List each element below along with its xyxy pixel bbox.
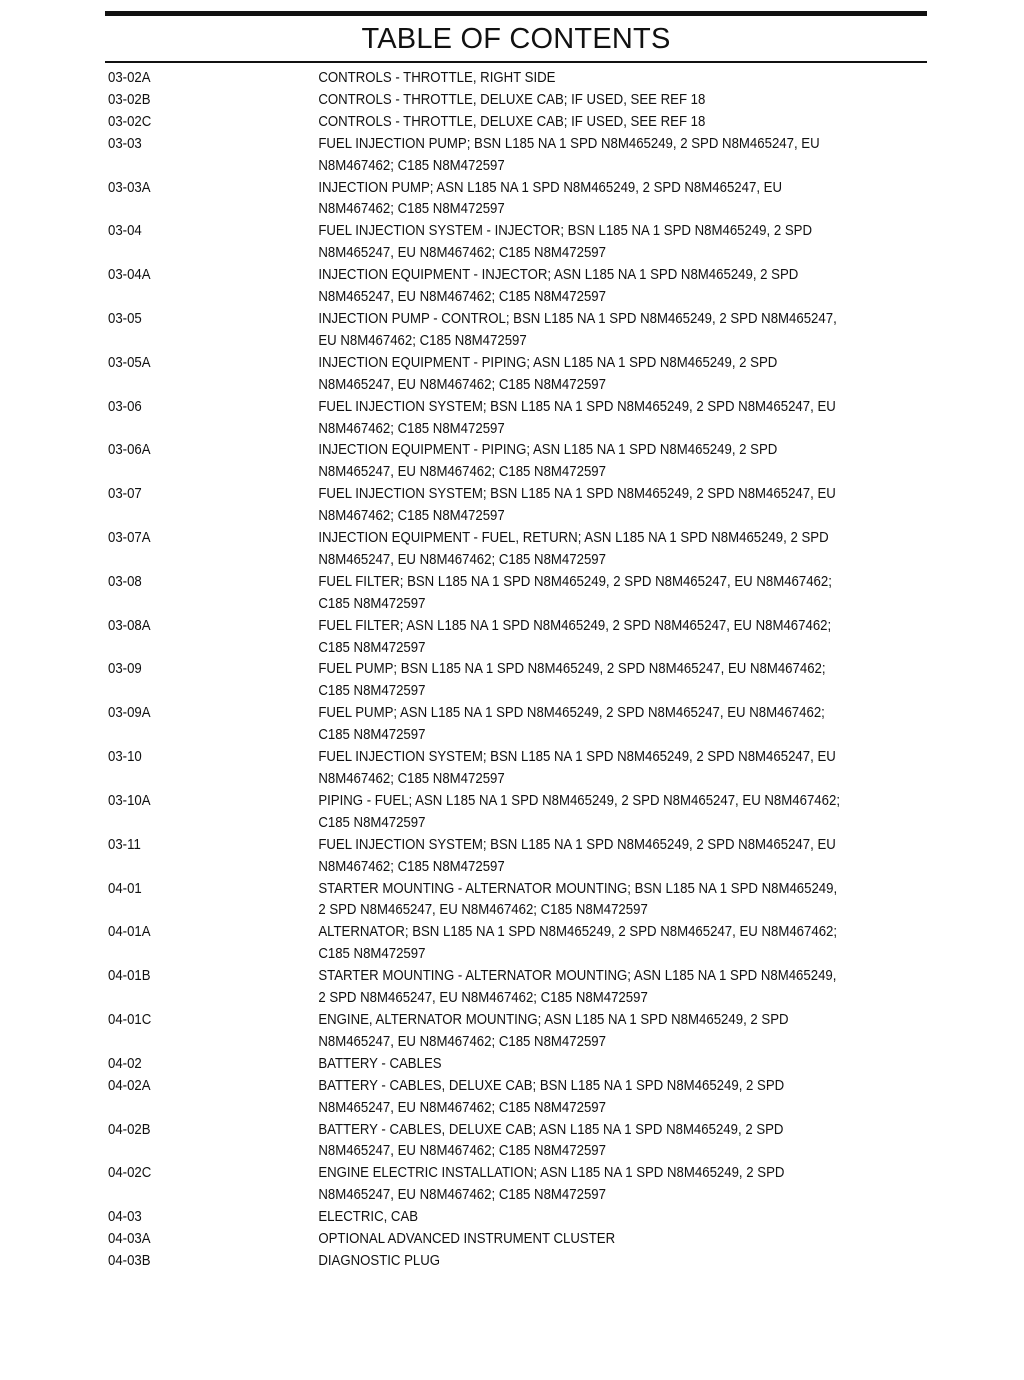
- toc-entry-description: INJECTION PUMP; ASN L185 NA 1 SPD N8M465249, 2 SPD N8M465247, EU N8M467462; C185 N8M472597: [318, 178, 782, 218]
- toc-entry-description: FUEL INJECTION SYSTEM; BSN L185 NA 1 SPD N8M465249, 2 SPD N8M465247, EU N8M467462; C185 N8M472597: [318, 748, 836, 787]
- toc-entry-description: FUEL INJECTION SYSTEM - INJECTOR; BSN L185 NA 1 SPD N8M465249, 2 SPD N8M465247, EU N8M467462; C185 N8M472597: [318, 222, 813, 262]
- toc-entry-description: FUEL FILTER; ASN L185 NA 1 SPD N8M465249, 2 SPD N8M465247, EU N8M467462; C185 N8M472597: [318, 616, 832, 656]
- toc-entry-code: 03-05A: [108, 353, 151, 371]
- toc-entry-description: DIAGNOSTIC PLUG: [318, 1251, 441, 1269]
- toc-entry-code: 04-02A: [108, 1076, 151, 1094]
- toc-entry[interactable]: [108, 308, 912, 352]
- toc-list: [108, 67, 924, 1272]
- toc-entry-description: STARTER MOUNTING - ALTERNATOR MOUNTING; ASN L185 NA 1 SPD N8M465249, 2 SPD N8M465247, EU N8M467462; C185 N8M472597: [318, 967, 837, 1007]
- toc-entry[interactable]: [108, 220, 912, 264]
- toc-entry-description: FUEL FILTER; BSN L185 NA 1 SPD N8M465249, 2 SPD N8M465247, EU N8M467462; C185 N8M472597: [318, 572, 832, 612]
- toc-entry[interactable]: [108, 921, 912, 965]
- toc-entry-description: PIPING - FUEL; ASN L185 NA 1 SPD N8M465249, 2 SPD N8M465247, EU N8M467462; C185 N8M472597: [318, 791, 840, 831]
- toc-entry[interactable]: [108, 1053, 912, 1075]
- toc-entry-description: INJECTION EQUIPMENT - PIPING; ASN L185 NA 1 SPD N8M465249, 2 SPD N8M465247, EU N8M467462; C185 N8M472597: [318, 353, 778, 393]
- toc-entry[interactable]: [108, 396, 912, 440]
- toc-entry-code: 04-03A: [108, 1230, 151, 1248]
- toc-entry-code: 03-02A: [108, 69, 151, 86]
- toc-entry-description: FUEL PUMP; ASN L185 NA 1 SPD N8M465249, 2 SPD N8M465247, EU N8M467462; C185 N8M472597: [318, 704, 825, 744]
- toc-entry[interactable]: [108, 615, 912, 659]
- toc-entry[interactable]: [108, 1009, 912, 1053]
- toc-entry-code: 03-02B: [108, 90, 151, 108]
- toc-entry[interactable]: [108, 658, 912, 702]
- toc-entry[interactable]: [108, 965, 912, 1009]
- toc-entry-description: OPTIONAL ADVANCED INSTRUMENT CLUSTER: [318, 1230, 616, 1248]
- toc-entry-description: BATTERY - CABLES: [318, 1054, 442, 1072]
- toc-entry[interactable]: [108, 702, 912, 746]
- toc-entry[interactable]: [108, 571, 912, 615]
- toc-entry-code: 03-06A: [108, 441, 151, 459]
- toc-entry-code: 03-10: [108, 748, 142, 766]
- toc-entry[interactable]: [108, 89, 912, 111]
- toc-entry-code: 03-11: [108, 835, 141, 853]
- toc-entry[interactable]: [108, 264, 912, 308]
- toc-entry-code: 04-01: [108, 879, 142, 897]
- toc-entry-code: 04-02C: [108, 1164, 152, 1182]
- toc-entry-code: 03-10A: [108, 791, 151, 809]
- toc-entry-code: 04-01A: [108, 923, 151, 941]
- toc-entry-description: FUEL INJECTION SYSTEM; BSN L185 NA 1 SPD N8M465249, 2 SPD N8M465247, EU N8M467462; C185 N8M472597: [318, 485, 836, 525]
- toc-entry-description: CONTROLS - THROTTLE, DELUXE CAB; IF USED, SEE REF 18: [318, 90, 706, 108]
- toc-entry-code: 03-07: [108, 485, 142, 503]
- toc-entry-description: INJECTION EQUIPMENT - FUEL, RETURN; ASN L185 NA 1 SPD N8M465249, 2 SPD N8M465247, EU N8M467462; C185 N8M472597: [318, 529, 829, 568]
- toc-entry-code: 03-02C: [108, 112, 152, 130]
- toc-entry-code: 03-08: [108, 572, 142, 590]
- toc-entry-description: CONTROLS - THROTTLE, RIGHT SIDE: [318, 69, 556, 86]
- toc-entry-description: ALTERNATOR; BSN L185 NA 1 SPD N8M465249, 2 SPD N8M465247, EU N8M467462; C185 N8M472597: [318, 923, 838, 963]
- toc-entry[interactable]: [108, 1119, 912, 1163]
- toc-entry[interactable]: [108, 483, 912, 527]
- toc-entry[interactable]: [108, 111, 912, 133]
- toc-entry-description: FUEL INJECTION SYSTEM; BSN L185 NA 1 SPD N8M465249, 2 SPD N8M465247, EU N8M467462; C185 N8M472597: [318, 397, 836, 437]
- toc-entry-code: 03-07A: [108, 529, 151, 547]
- toc-entry[interactable]: [108, 746, 912, 790]
- toc-entry-description: CONTROLS - THROTTLE, DELUXE CAB; IF USED, SEE REF 18: [318, 112, 706, 130]
- toc-entry-code: 03-09: [108, 660, 142, 678]
- toc-entry-code: 04-02B: [108, 1120, 151, 1138]
- toc-entry[interactable]: [108, 878, 912, 922]
- toc-entry-code: 03-03: [108, 134, 142, 152]
- header-top-rule: [105, 11, 927, 16]
- toc-entry-description: FUEL INJECTION PUMP; BSN L185 NA 1 SPD N8M465249, 2 SPD N8M465247, EU N8M467462; C185 N8M472597: [318, 134, 820, 174]
- toc-entry[interactable]: [108, 527, 912, 571]
- toc-entry-description: FUEL INJECTION SYSTEM; BSN L185 NA 1 SPD N8M465249, 2 SPD N8M465247, EU N8M467462; C185 N8M472597: [318, 835, 836, 875]
- toc-entry-description: ENGINE ELECTRIC INSTALLATION; ASN L185 NA 1 SPD N8M465249, 2 SPD N8M465247, EU N8M467462; C185 N8M472597: [318, 1164, 785, 1204]
- toc-entry-code: 03-04A: [108, 266, 151, 284]
- toc-entry-description: BATTERY - CABLES, DELUXE CAB; ASN L185 NA 1 SPD N8M465249, 2 SPD N8M465247, EU N8M467462; C185 N8M472597: [318, 1120, 784, 1160]
- toc-entry-code: 04-03: [108, 1208, 142, 1226]
- toc-entry-description: FUEL PUMP; BSN L185 NA 1 SPD N8M465249, 2 SPD N8M465247, EU N8M467462; C185 N8M472597: [318, 660, 826, 700]
- toc-entry[interactable]: [108, 1228, 912, 1250]
- page-title: TABLE OF CONTENTS: [361, 23, 671, 55]
- toc-entry[interactable]: [108, 790, 912, 834]
- toc-entry-code: 03-09A: [108, 704, 151, 722]
- toc-entry-code: 04-01B: [108, 967, 151, 985]
- toc-entry[interactable]: [108, 834, 912, 878]
- toc-entry[interactable]: [108, 1250, 912, 1272]
- toc-entry-code: 04-01C: [108, 1010, 152, 1028]
- toc-entry-description: ENGINE, ALTERNATOR MOUNTING; ASN L185 NA 1 SPD N8M465249, 2 SPD N8M465247, EU N8M467462; C185 N8M472597: [318, 1010, 789, 1050]
- toc-entry-description: BATTERY - CABLES, DELUXE CAB; BSN L185 NA 1 SPD N8M465249, 2 SPD N8M465247, EU N8M467462; C185 N8M472597: [318, 1076, 785, 1116]
- toc-entry-description: INJECTION EQUIPMENT - PIPING; ASN L185 NA 1 SPD N8M465249, 2 SPD N8M465247, EU N8M467462; C185 N8M472597: [318, 441, 778, 481]
- toc-entry-code: 03-04: [108, 222, 142, 240]
- toc-entry-code: 03-08A: [108, 616, 151, 634]
- toc-entry[interactable]: [108, 439, 912, 483]
- toc-entry[interactable]: [108, 1075, 912, 1119]
- toc-entry-description: INJECTION PUMP - CONTROL; BSN L185 NA 1 SPD N8M465249, 2 SPD N8M465247, EU N8M467462; C185 N8M472597: [318, 309, 837, 349]
- toc-entry-description: ELECTRIC, CAB: [318, 1208, 419, 1226]
- toc-entry-description: STARTER MOUNTING - ALTERNATOR MOUNTING; BSN L185 NA 1 SPD N8M465249, 2 SPD N8M465247, EU N8M467462; C185 N8M472597: [318, 879, 838, 919]
- toc-entry-description: INJECTION EQUIPMENT - INJECTOR; ASN L185 NA 1 SPD N8M465249, 2 SPD N8M465247, EU N8M467462; C185 N8M472597: [318, 266, 799, 306]
- toc-entry[interactable]: [108, 133, 912, 177]
- toc-entry-code: 03-05: [108, 309, 142, 327]
- toc-entry-code: 03-06: [108, 397, 142, 415]
- toc-entry-code: 03-03A: [108, 178, 151, 196]
- header-bottom-rule: [105, 61, 927, 63]
- toc-entry[interactable]: [108, 177, 912, 221]
- toc-entry[interactable]: [108, 1206, 912, 1228]
- toc-entry[interactable]: [108, 352, 912, 396]
- toc-entry-code: 04-03B: [108, 1251, 151, 1269]
- toc-entry[interactable]: [108, 1162, 912, 1206]
- toc-entry[interactable]: [108, 67, 912, 89]
- toc-entry-code: 04-02: [108, 1054, 142, 1072]
